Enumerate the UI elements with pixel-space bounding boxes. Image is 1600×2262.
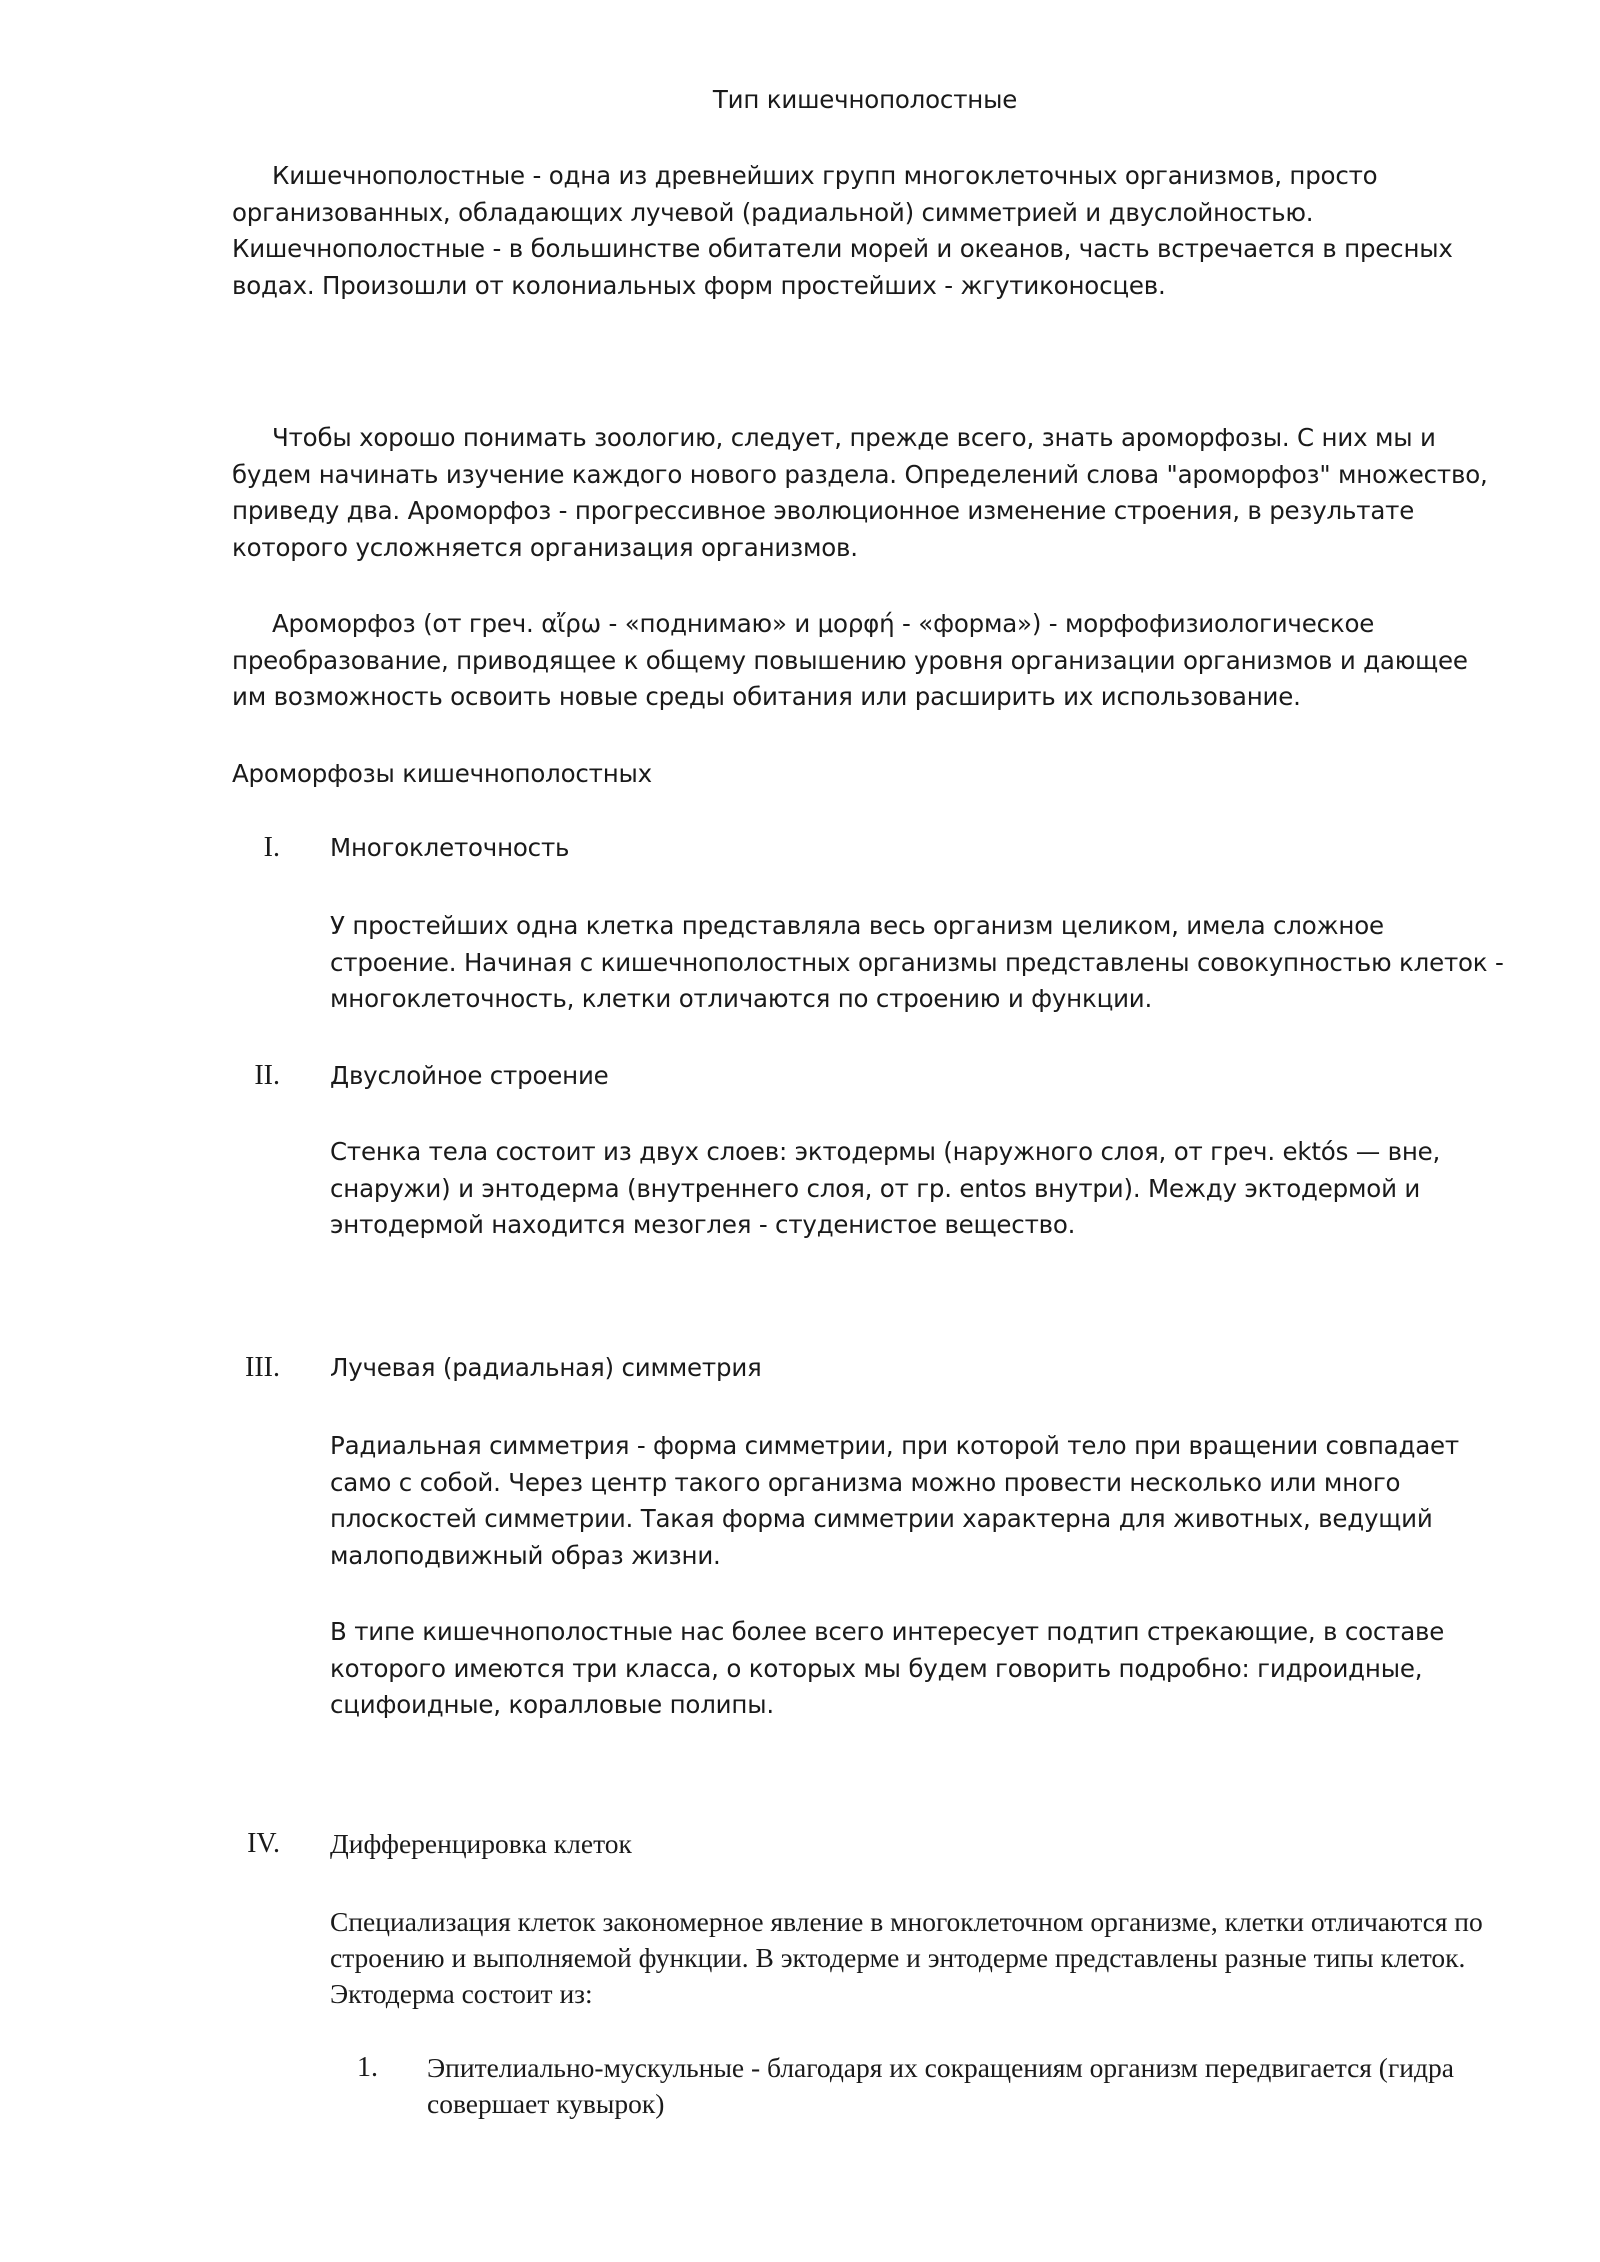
section-body: У простейших одна клетка представляла весь организм целиком, имела сложное строение. Начиная с кишечнополостных организмы представлены совокупностью клеток - многоклеточность, клетки отличаются по строению и функции. <box>330 911 1504 1013</box>
section-number: IV. <box>247 1828 280 1859</box>
section-heading: Ароморфозы кишечнополостных <box>232 759 652 788</box>
section-number: II. <box>254 1060 280 1091</box>
section-body: Специализация клеток закономерное явление в многоклеточном организме, клетки отличаются по строению и выполняемой функции. В эктодерме и энтодерме представлены разные типы клеток. Эктодерма состоит из: <box>330 1906 1483 2009</box>
section-number: III. <box>245 1352 280 1383</box>
section-body-continued: В типе кишечнополостные нас более всего интересует подтип стрекающие, в составе которого имеются три класса, о которых мы будем говорить подробно: гидроидные, сцифоидные, коралловые полипы. <box>330 1617 1445 1719</box>
document-title: Тип кишечнополостные <box>712 85 1018 114</box>
section-title: Лучевая (радиальная) симметрия <box>330 1353 762 1382</box>
section-title: Многоклеточность <box>330 833 570 862</box>
section-number: I. <box>263 832 280 863</box>
section-title: Дифференцировка клеток <box>330 1828 632 1859</box>
list-item-number: 1. <box>357 2052 378 2083</box>
intro-paragraph: Кишечнополостные - одна из древнейших групп многоклеточных организмов, просто организованных, обладающих лучевой (радиальной) симметрией и двуслойностью. Кишечнополостные - в большинстве обитатели морей и океанов, часть встречается в пресных водах. Произошли от колониальных форм простейших - жгутиконосцев. <box>232 161 1453 300</box>
section-title: Двуслойное строение <box>330 1061 609 1090</box>
section-body: Радиальная симметрия - форма симметрии, при которой тело при вращении совпадает само с собой. Через центр такого организма можно провести несколько или много плоскостей симметрии. Такая форма симметрии характерна для животных, ведущий малоподвижный образ жизни. <box>330 1431 1459 1570</box>
section-body: Стенка тела состоит из двух слоев: эктодермы (наружного слоя, от греч. ektós — вне, снаружи) и энтодерма (внутреннего слоя, от гр. entos внутри). Между эктодермой и энтодермой находится мезоглея - студенистое вещество. <box>330 1137 1441 1239</box>
list-item: Эпителиально-мускульные - благодаря их сокращениям организм передвигается (гидра совершает кувырок) <box>427 2052 1454 2119</box>
aromorphosis-etymology-paragraph: Ароморфоз (от греч. αἴρω - «поднимаю» и μορφή - «форма») - морфофизиологическое преобразование, приводящее к общему повышению уровня организации организмов и дающее им возможность освоить новые среды обитания или расширить их использование. <box>232 609 1468 711</box>
aromorphosis-definition-paragraph: Чтобы хорошо понимать зоологию, следует, прежде всего, знать ароморфозы. С них мы и будем начинать изучение каждого нового раздела. Определений слова "ароморфоз" множество, приведу два. Ароморфоз - прогрессивное эволюционное изменение строения, в результате которого усложняется организация организмов. <box>232 423 1488 562</box>
